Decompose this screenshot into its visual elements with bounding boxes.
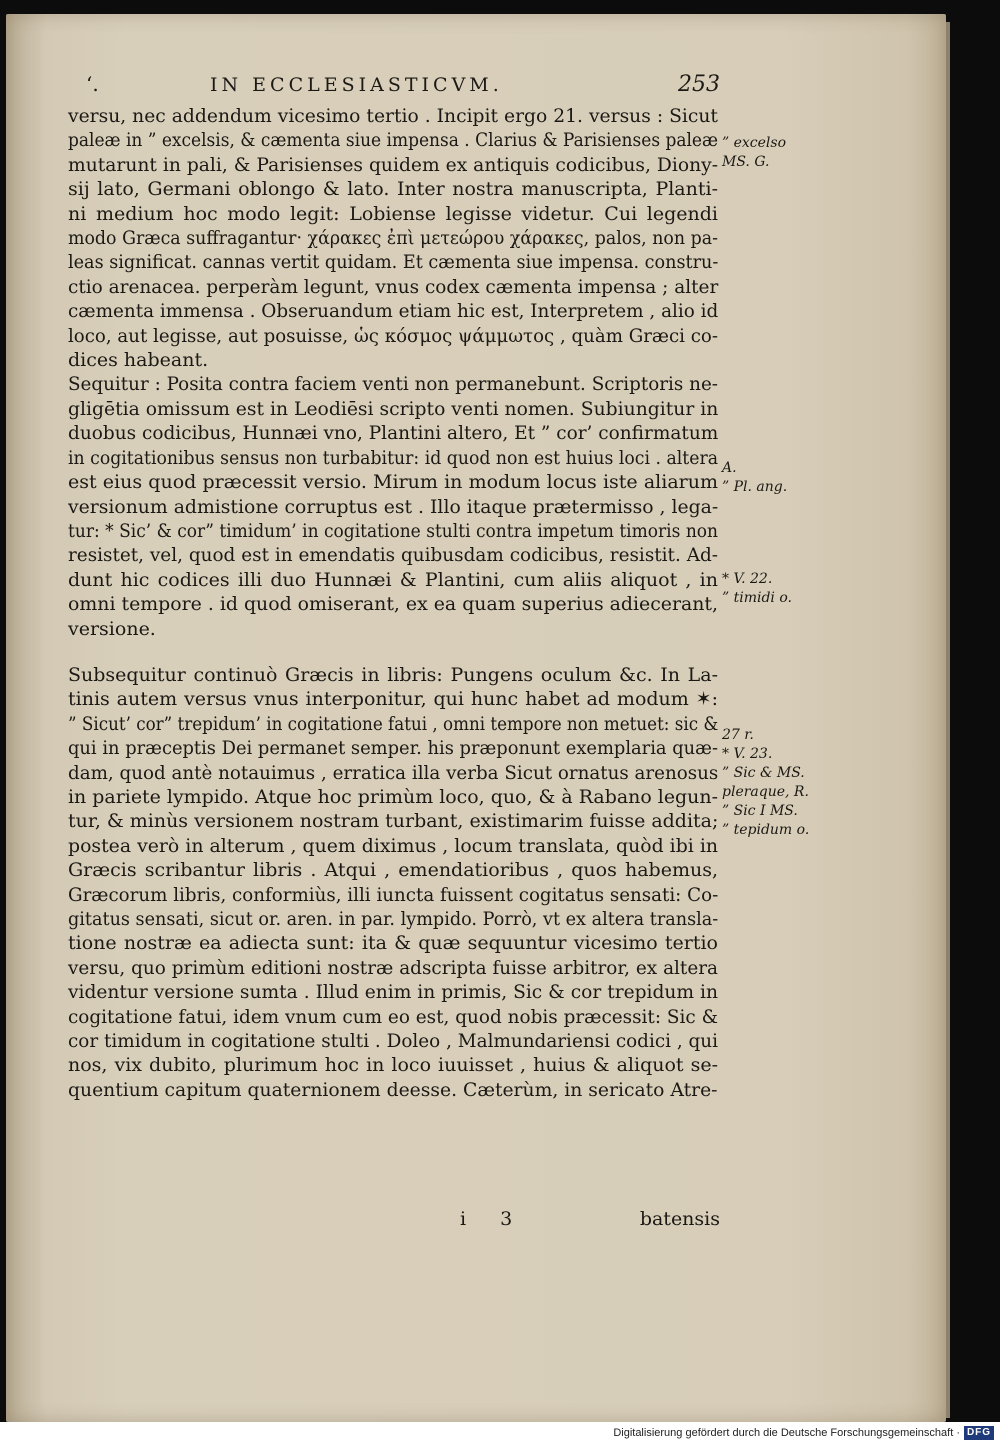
signature-mark: i 3: [460, 1208, 527, 1230]
text-line: cæmenta immensa . Obseruandum etiam hic est, Interpretem , alio id: [68, 300, 719, 323]
text-line: in cogitationibus sensus non turbabitur: id quod non est huius loci . altera: [68, 446, 719, 469]
text-line: Græcorum libris, conformiùs, illi iuncta fuissent cogitatus sensati: Co-: [68, 883, 719, 906]
text-line: qui in præceptis Dei permanet semper. his præponunt exemplaria quæ-: [68, 737, 718, 760]
text-line: ni medium hoc modo legit: Lobiense legisse videtur. Cui legendi: [68, 202, 718, 225]
text-line: ” Sicut’ cor” trepidum’ in cogitatione fatui , omni tempore non metuet: sic &: [68, 712, 719, 735]
text-line: tur, & minùs versionem nostram turbant, existimarim fuisse addita;: [68, 810, 719, 833]
paragraph-gap: [68, 641, 718, 663]
margin-note: pleraque, R.: [722, 784, 809, 800]
text-line: omni tempore . id quod omiserant, ex ea quam superius adiecerant,: [68, 593, 719, 616]
margin-note: ” excelso: [722, 135, 787, 151]
text-line: loco, aut legisse, aut posuisse, ὡς κόσμος ψάμμωτος , quàm Græci co-: [68, 324, 719, 347]
dfg-logo-icon: DFG: [964, 1426, 994, 1440]
text-line: sij lato, Germani oblongo & lato. Inter nostra manuscripta, Planti-: [68, 178, 718, 201]
text-line: tinis autem versus vnus interponitur, qui hunc habet ad modum ✶:: [68, 688, 718, 711]
text-line: tur: * Sic’ & cor” timidum’ in cogitatione stulti contra impetum timoris non: [68, 519, 719, 542]
text-line: nos, vix dubito, plurimum hoc in loco iuuisset , huius & aliquot se-: [68, 1054, 718, 1077]
text-line: Græcis scribantur libris . Atqui , emendatioribus , quos habemus,: [68, 859, 718, 882]
text-line: resistet, vel, quod est in emendatis quibusdam codicibus, resistit. Ad-: [68, 544, 718, 567]
margin-note: 27 r.: [722, 727, 754, 743]
margin-note: MS. G.: [722, 154, 770, 170]
funding-credit: Digitalisierung gefördert durch die Deutsche Forschungsgemeinschaft ·: [613, 1427, 960, 1439]
text-line: tione nostræ ea adiecta sunt: ita & quæ sequuntur vicesimo tertio: [68, 932, 718, 955]
running-head-title: IN ECCLESIASTICVM.: [210, 74, 503, 96]
text-line: modo Græca suffragantur· χάρακες ἐπὶ μετεώρου χάρακες, palos, non pa-: [68, 227, 718, 250]
page-edge: [946, 22, 950, 1418]
margin-note: * V. 22.: [722, 571, 773, 587]
text-line: mutarunt in pali, & Parisienses quidem ex antiquis codicibus, Diony-: [68, 153, 719, 176]
text-line: ctio arenacea. perperàm legunt, vnus codex cæmenta impensa ; alter: [68, 275, 719, 298]
text-line: est eius quod præcessit versio. Mirum in modum locus iste aliarum: [68, 471, 718, 494]
text-line: quentium capitum quaternionem deesse. Cæterùm, in sericato Atre-: [68, 1078, 718, 1101]
margin-note: ” Sic & MS.: [722, 765, 805, 781]
text-line: duobus codicibus, Hunnæi vno, Plantini altero, Et ” cor’ confirmatum: [68, 422, 719, 445]
catchword: batensis: [639, 1208, 720, 1230]
text-line: versu, nec addendum vicesimo tertio . Incipit ergo 21. versus : Sicut: [68, 105, 718, 127]
page-number: 253: [678, 72, 720, 97]
text-line: dunt hic codices illi duo Hunnæi & Plantini, cum aliis aliquot , in: [68, 568, 718, 591]
text-line: versione.: [68, 617, 156, 640]
text-line: cogitatione fatui, idem vnum cum eo est, quod nobis præcessit: Sic &: [68, 1005, 718, 1028]
margin-note: * V. 23.: [722, 746, 773, 762]
paragraph: [68, 372, 718, 640]
paragraph: [68, 104, 718, 372]
text-line: versionum admistione corruptus est . Illo itaque prætermisso , lega-: [68, 495, 719, 518]
text-line: Subsequitur continuò Græcis in libris: Pungens oculum &c. In La-: [68, 663, 718, 686]
text-line: in pariete lympido. Atque hoc primùm loco, quo, & à Rabano legun-: [68, 785, 718, 808]
margin-note: A.: [722, 460, 737, 476]
running-head-mark: ‘.: [86, 72, 99, 96]
main-text: [68, 104, 718, 1102]
margin-note: ” tepidum o.: [722, 822, 810, 838]
text-line: Sequitur : Posita contra faciem venti non permanebunt. Scriptoris ne-: [68, 373, 719, 396]
text-line: versu, quo primùm editioni nostræ adscripta fuisse arbitror, ex altera: [68, 956, 718, 979]
margin-note: ” Sic I MS.: [722, 803, 798, 819]
paragraph: [68, 663, 718, 1102]
margin-note: ” Pl. ang.: [722, 479, 788, 495]
text-line: gitatus sensati, sicut or. aren. in par. lympido. Porrò, vt ex altera transla-: [68, 908, 719, 930]
text-line: dices habeant.: [68, 349, 209, 372]
text-line: gligētia omissum est in Leodiēsi scripto venti nomen. Subiungitur in: [68, 397, 719, 420]
margin-note: ” timidi o.: [722, 590, 792, 606]
text-line: videntur versione sumta . Illud enim in primis, Sic & cor trepidum in: [68, 981, 719, 1004]
text-line: paleæ in ” excelsis, & cæmenta siue impensa . Clarius & Parisienses paleæ: [68, 129, 718, 152]
text-line: postea verò in alterum , quem diximus , locum translata, quòd ibi in: [68, 834, 719, 857]
text-line: leas significat. cannas vertit quidam. Et cæmenta siue impensa. constru-: [68, 251, 719, 274]
text-line: cor timidum in cogitatione stulti . Doleo , Malmundariensi codici , qui: [68, 1030, 719, 1053]
text-line: dam, quod antè notauimus , erratica illa verba Sicut ornatus arenosus: [68, 761, 719, 784]
running-head: [60, 72, 720, 100]
digitization-footer: [0, 1422, 1000, 1445]
